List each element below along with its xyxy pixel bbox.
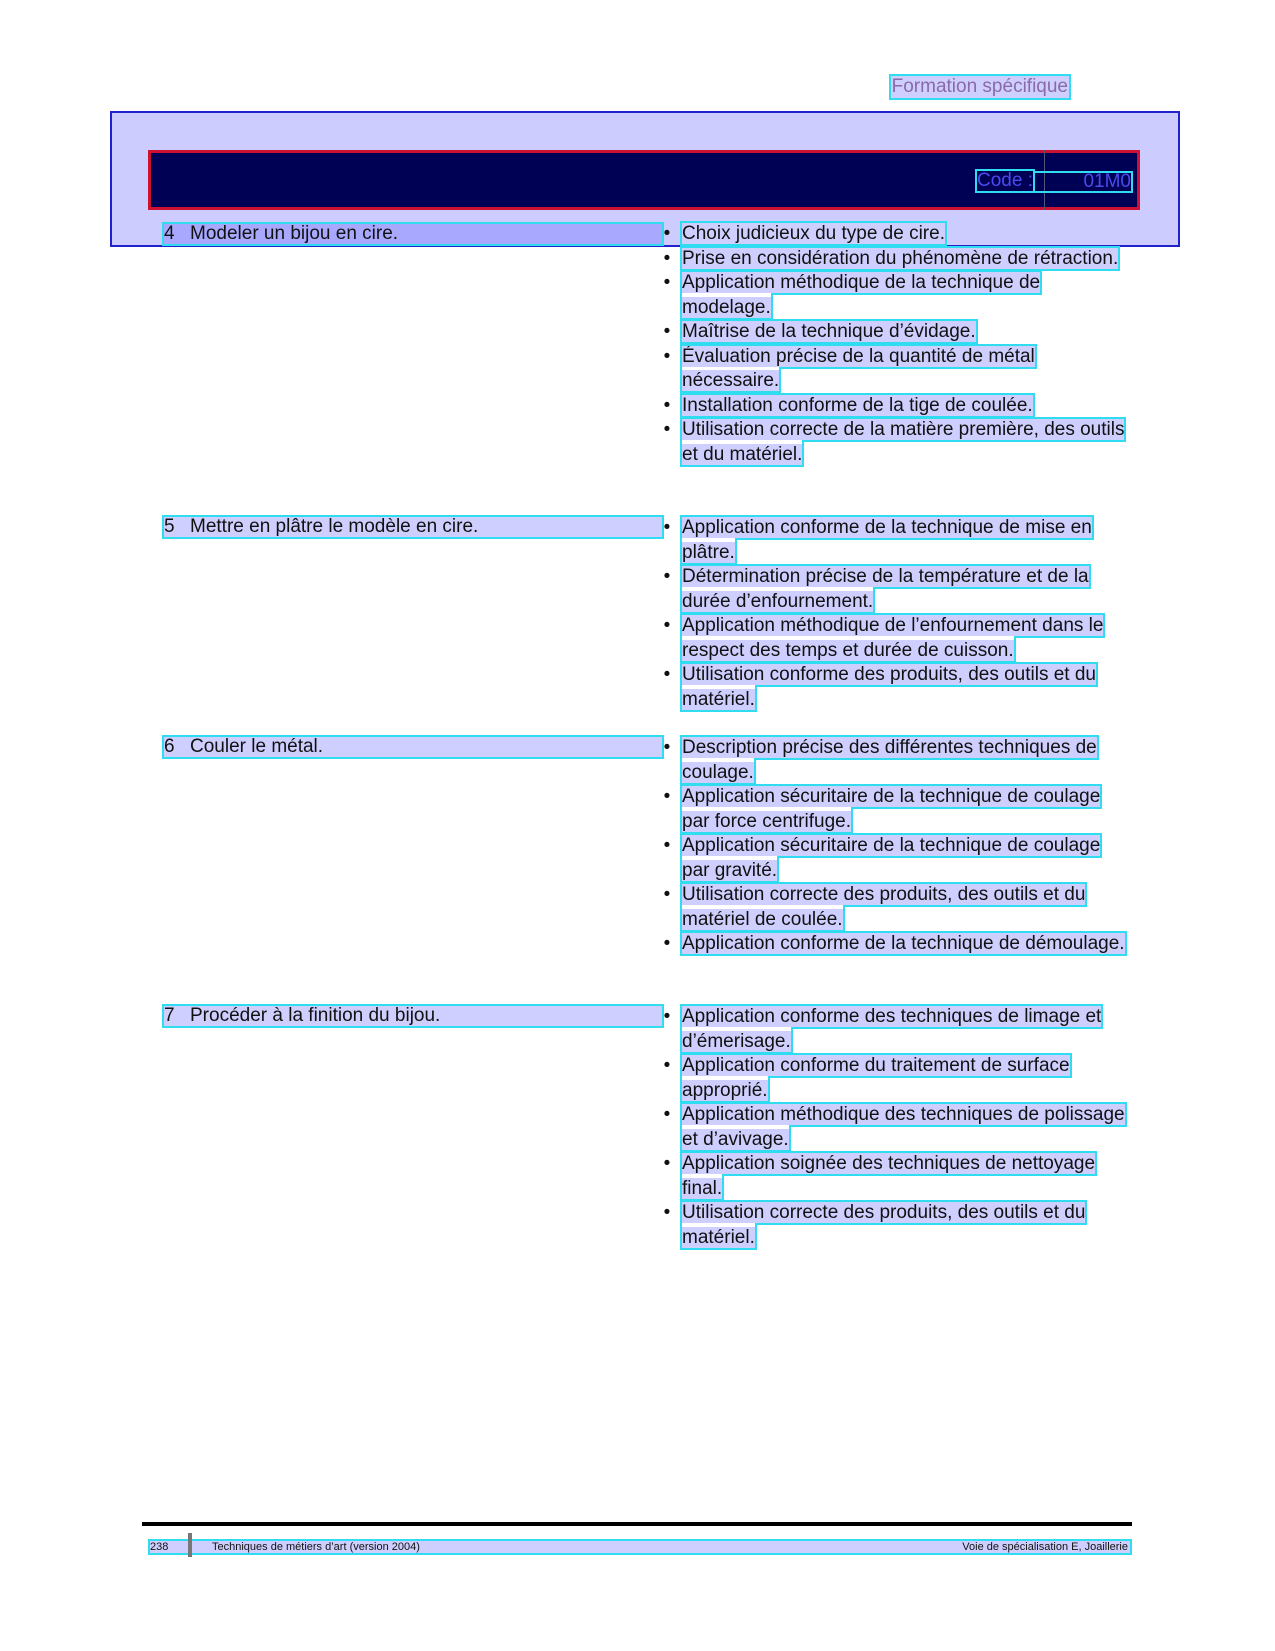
bullet-icon: • bbox=[663, 247, 671, 269]
list-item: • Application méthodique de la technique de modelage. bbox=[660, 271, 1130, 320]
code-value: 01M0 bbox=[1035, 173, 1131, 191]
competency-number: 4 bbox=[164, 223, 175, 244]
list-item: • Utilisation correcte des produits, des outils et du matériel. bbox=[660, 1201, 1130, 1250]
list-item: • Installation conforme de la tige de coulée. bbox=[660, 394, 1130, 419]
section-title: Formation spécifique bbox=[891, 76, 1068, 97]
list-item: • Utilisation correcte de la matière première, des outils et du matériel. bbox=[660, 418, 1130, 467]
footer bbox=[150, 1541, 1130, 1553]
bullet-icon: • bbox=[663, 1202, 671, 1223]
bullet-icon: • bbox=[663, 737, 671, 758]
bullet-icon: • bbox=[663, 1055, 671, 1076]
competency-text: Couler le métal. bbox=[190, 736, 324, 757]
bullet-icon: • bbox=[663, 786, 671, 807]
list-item: • Application méthodique des techniques de polissage et d’avivage. bbox=[660, 1103, 1130, 1152]
criteria-list bbox=[660, 516, 1130, 712]
list-item: • Utilisation correcte des produits, des outils et du matériel de coulée. bbox=[660, 883, 1130, 932]
criteria-list bbox=[660, 736, 1130, 957]
criteria-list bbox=[660, 1005, 1130, 1250]
bullet-icon: • bbox=[663, 272, 671, 293]
bullet-icon: • bbox=[663, 517, 671, 538]
competency-text: Modeler un bijou en cire. bbox=[190, 223, 399, 244]
list-item: • Choix judicieux du type de cire. bbox=[660, 222, 1130, 247]
footer-separator bbox=[188, 1533, 192, 1557]
competency-title bbox=[164, 517, 662, 537]
competency-title bbox=[164, 224, 662, 244]
competency-number: 5 bbox=[164, 516, 175, 537]
footer-document-title: Techniques de métiers d’art (version 2004) bbox=[212, 1541, 420, 1553]
bullet-icon: • bbox=[663, 1104, 671, 1125]
bullet-icon: • bbox=[663, 884, 671, 905]
bullet-icon: • bbox=[663, 394, 671, 416]
competency-title bbox=[164, 737, 662, 757]
bullet-icon: • bbox=[663, 664, 671, 685]
bullet-icon: • bbox=[663, 1153, 671, 1174]
criteria-list bbox=[660, 222, 1130, 467]
bullet-icon: • bbox=[663, 223, 671, 244]
list-item: • Application sécuritaire de la technique de coulage par force centrifuge. bbox=[660, 785, 1130, 834]
list-item: • Application conforme des techniques de limage et d’émerisage. bbox=[660, 1005, 1130, 1054]
competency-text: Procéder à la finition du bijou. bbox=[190, 1005, 441, 1026]
bullet-icon: • bbox=[663, 1006, 671, 1027]
footer-rule bbox=[142, 1522, 1132, 1526]
bullet-icon: • bbox=[663, 321, 671, 342]
list-item: • Détermination précise de la température et de la durée d’enfournement. bbox=[660, 565, 1130, 614]
list-item: • Maîtrise de la technique d’évidage. bbox=[660, 320, 1130, 345]
list-item: • Application conforme du traitement de surface approprié. bbox=[660, 1054, 1130, 1103]
bullet-icon: • bbox=[663, 419, 671, 440]
list-item: • Description précise des différentes techniques de coulage. bbox=[660, 736, 1130, 785]
bullet-icon: • bbox=[663, 835, 671, 856]
list-item: • Application sécuritaire de la technique de coulage par gravité. bbox=[660, 834, 1130, 883]
bullet-icon: • bbox=[663, 566, 671, 587]
bullet-icon: • bbox=[663, 933, 671, 954]
list-item: • Application conforme de la technique de démoulage. bbox=[660, 932, 1130, 957]
code-label: Code : bbox=[977, 170, 1033, 191]
list-item: • Utilisation conforme des produits, des outils et du matériel. bbox=[660, 663, 1130, 712]
list-item: • Évaluation précise de la quantité de métal nécessaire. bbox=[660, 345, 1130, 394]
competency-title bbox=[164, 1006, 662, 1026]
competency-number: 7 bbox=[164, 1005, 175, 1026]
list-item: • Application méthodique de l’enfournement dans le respect des temps et durée de cuisson. bbox=[660, 614, 1130, 663]
competency-number: 6 bbox=[164, 736, 175, 757]
competency-text: Mettre en plâtre le modèle en cire. bbox=[190, 516, 479, 537]
footer-specialization: Voie de spécialisation E, Joaillerie bbox=[962, 1541, 1128, 1553]
bullet-icon: • bbox=[663, 615, 671, 636]
bullet-icon: • bbox=[663, 345, 671, 367]
list-item: • Prise en considération du phénomène de rétraction. bbox=[660, 247, 1130, 272]
page-number: 238 bbox=[150, 1541, 169, 1553]
list-item: • Application soignée des techniques de nettoyage final. bbox=[660, 1152, 1130, 1201]
list-item: • Application conforme de la technique de mise en plâtre. bbox=[660, 516, 1130, 565]
